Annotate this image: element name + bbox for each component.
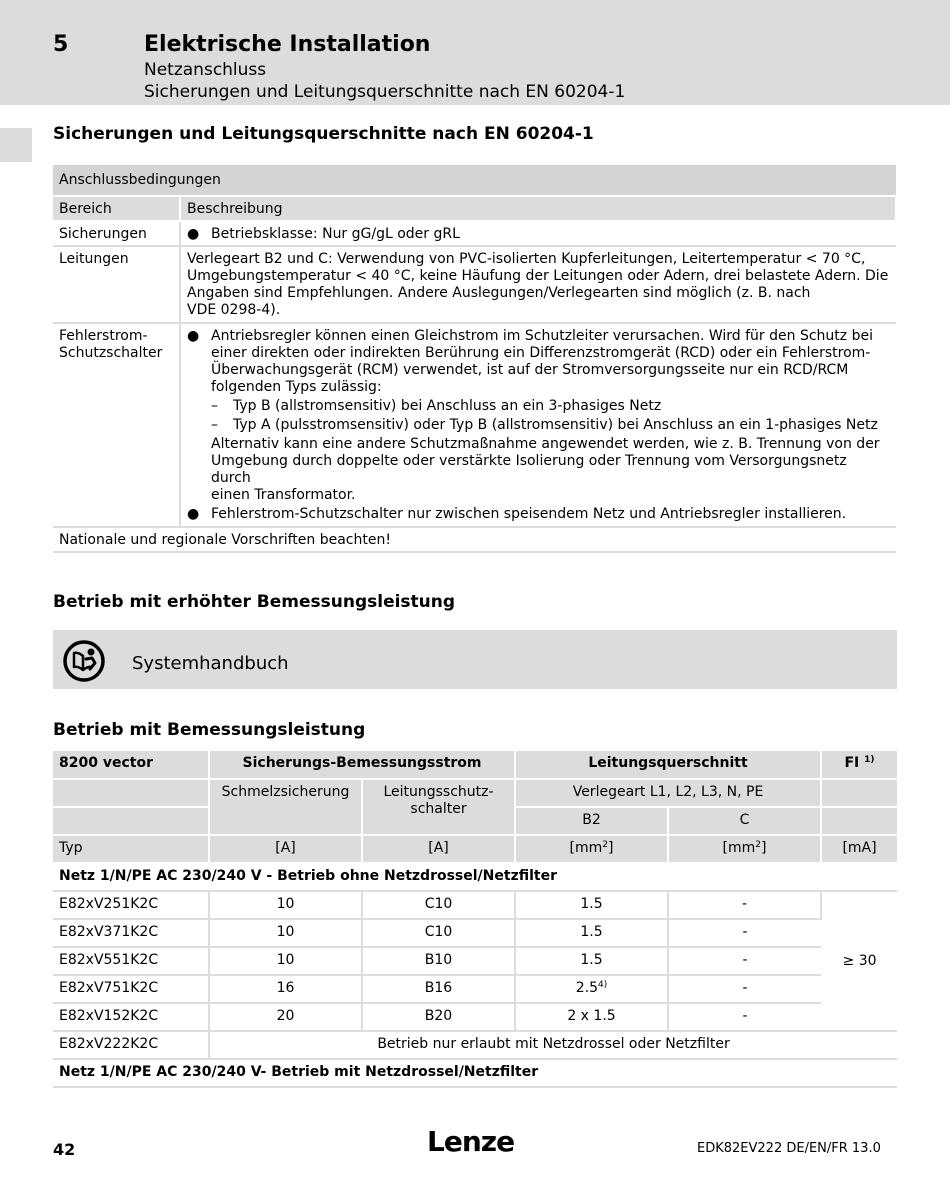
- table-row: [53, 891, 897, 919]
- column-header: Verlegeart L1, L2, L3, N, PE: [515, 779, 821, 807]
- text-line: Alternativ kann eine andere Schutzmaßnahme angewendet werden, wie z. B. Trennung von der: [211, 436, 880, 452]
- cell-type: E82xV222K2C: [53, 1031, 209, 1059]
- unit-cell: [515, 835, 668, 863]
- text-line: Leitungsschutz-: [383, 784, 494, 800]
- row-description: [180, 323, 896, 527]
- cell-b2: 1.5: [515, 919, 668, 947]
- reference-box: [53, 630, 897, 689]
- chapter-subtitle: Sicherungen und Leitungsquerschnitte nach EN 60204-1: [144, 82, 626, 102]
- section-heading: Betrieb mit Bemessungsleistung: [53, 720, 366, 740]
- cell-breaker: B20: [362, 1003, 515, 1031]
- table-row: [53, 221, 896, 246]
- manual-reference-icon: [62, 639, 106, 683]
- dash-text: Typ A (pulsstromsensitiv) oder Typ B (allstromsensitiv) bei Anschluss an ein 1-phasiges Netz: [233, 417, 878, 433]
- table-title: Anschlussbedingungen: [53, 165, 896, 196]
- cell-b2: 1.5: [515, 891, 668, 919]
- superscript: 2: [602, 840, 609, 850]
- document-id: EDK82EV222 DE/EN/FR 13.0: [697, 1141, 881, 1156]
- text-line: Schutzschalter: [59, 345, 163, 361]
- table-row: [53, 1031, 897, 1059]
- table-row: [53, 947, 897, 975]
- cell-c: -: [668, 1003, 821, 1031]
- row-label: Sicherungen: [53, 221, 180, 246]
- cell-type: E82xV751K2C: [53, 975, 209, 1003]
- column-header: Beschreibung: [180, 196, 896, 221]
- header-cell: [53, 807, 209, 835]
- dash-icon: –: [211, 398, 218, 414]
- unit-cell: Typ: [53, 835, 209, 863]
- table-row: [53, 246, 896, 323]
- footnote-marker: 4): [598, 980, 608, 990]
- cell-b2: 1.5: [515, 947, 668, 975]
- header-cell: [53, 779, 209, 807]
- cell-b2: 2 x 1.5: [515, 1003, 668, 1031]
- cell-breaker: C10: [362, 919, 515, 947]
- cell-fuse: 16: [209, 975, 362, 1003]
- text-line: VDE 0298-4).: [187, 302, 281, 318]
- cell-type: E82xV251K2C: [53, 891, 209, 919]
- text-line: Überwachungsgerät (RCM) verwendet, ist auf der Stromversorgungsseite nur ein RCD/RCM: [211, 362, 849, 378]
- text-line: schalter: [410, 801, 467, 817]
- column-header: Sicherungs-Bemessungsstrom: [209, 751, 515, 779]
- column-header: [362, 779, 515, 835]
- text-line: Angaben sind Empfehlungen. Andere Auslegungen/Verlegearten sind möglich (z. B. nach: [187, 285, 811, 301]
- text-line: einer direkten oder indirekten Berührung ein Differenzstromgerät (RCD) oder ein Fehlerstrom-: [211, 345, 871, 361]
- dash-icon: –: [211, 417, 218, 433]
- header-text: FI: [844, 755, 860, 771]
- cell-c: -: [668, 975, 821, 1003]
- reference-text: Systemhandbuch: [132, 653, 289, 674]
- table-row: [53, 323, 896, 527]
- text-line: einen Transformator.: [211, 487, 356, 503]
- unit-cell: [A]: [209, 835, 362, 863]
- text-line: folgenden Typs zulässig:: [211, 379, 382, 395]
- unit-text: [mm: [569, 840, 603, 856]
- cell-value: 2.5: [575, 980, 599, 996]
- column-header: Bereich: [53, 196, 180, 221]
- footer-note: Nationale und regionale Vorschriften beachten!: [53, 527, 896, 552]
- cell-type: E82xV371K2C: [53, 919, 209, 947]
- cell-c: -: [668, 919, 821, 947]
- chapter-subtitle: Netzanschluss: [144, 60, 267, 80]
- cell-fuse: 10: [209, 919, 362, 947]
- side-tab-marker: [0, 128, 32, 162]
- unit-text: ]: [761, 840, 767, 856]
- column-header: [821, 751, 897, 779]
- cell-fuse: 10: [209, 947, 362, 975]
- cell-b2: [515, 975, 668, 1003]
- connection-conditions-table: [53, 165, 897, 553]
- table-row: [53, 1003, 897, 1031]
- bullet-icon: ●: [187, 328, 200, 344]
- cell-note: Betrieb nur erlaubt mit Netzdrossel oder Netzfilter: [209, 1031, 897, 1059]
- page-number: 42: [53, 1140, 76, 1159]
- row-description: [180, 246, 896, 323]
- unit-text: [mm: [722, 840, 756, 856]
- column-header: C: [668, 807, 821, 835]
- bullet-icon: ●: [187, 506, 200, 522]
- cell-breaker: C10: [362, 891, 515, 919]
- superscript: 2: [755, 840, 762, 850]
- text-line: Verlegeart B2 und C: Verwendung von PVC-isolierten Kupferleitungen, Leitertemperatur < 70 °C,: [187, 251, 866, 267]
- cell-fi: ≥ 30: [821, 891, 897, 1031]
- cell-type: E82xV152K2C: [53, 1003, 209, 1031]
- bullet-text: Fehlerstrom-Schutzschalter nur zwischen speisendem Netz und Antriebsregler installieren.: [211, 506, 847, 522]
- column-header: B2: [515, 807, 668, 835]
- cell-breaker: B16: [362, 975, 515, 1003]
- section-row: Netz 1/N/PE AC 230/240 V - Betrieb ohne Netzdrossel/Netzfilter: [53, 863, 897, 891]
- row-label: [53, 323, 180, 527]
- section-row: Netz 1/N/PE AC 230/240 V- Betrieb mit Netzdrossel/Netzfilter: [53, 1059, 897, 1087]
- unit-cell: [668, 835, 821, 863]
- cell-fuse: 20: [209, 1003, 362, 1031]
- column-header: Leitungsquerschnitt: [515, 751, 821, 779]
- section-heading: Sicherungen und Leitungsquerschnitte nach EN 60204-1: [53, 124, 594, 144]
- header-cell: [821, 807, 897, 835]
- chapter-number: 5: [53, 32, 69, 57]
- row-description: [180, 221, 896, 246]
- header-cell: [821, 779, 897, 807]
- unit-cell: [mA]: [821, 835, 897, 863]
- cell-c: -: [668, 891, 821, 919]
- dash-text: Typ B (allstromsensitiv) bei Anschluss an ein 3-phasiges Netz: [233, 398, 662, 414]
- bullet-text: Betriebsklasse: Nur gG/gL oder gRL: [211, 226, 460, 242]
- chapter-title: Elektrische Installation: [144, 32, 431, 57]
- column-header: 8200 vector: [53, 751, 209, 779]
- bullet-icon: ●: [187, 226, 200, 242]
- unit-text: ]: [608, 840, 614, 856]
- text-line: Umgebung durch doppelte oder verstärkte Isolierung oder Trennung vom Versorgungsnetz durch: [211, 453, 847, 486]
- text-line: Fehlerstrom-: [59, 328, 148, 344]
- cell-breaker: B10: [362, 947, 515, 975]
- table-row: [53, 527, 896, 552]
- rated-power-table: [53, 751, 897, 1088]
- unit-cell: [A]: [362, 835, 515, 863]
- cell-c: -: [668, 947, 821, 975]
- table-row: [53, 919, 897, 947]
- footnote-marker: 1): [864, 755, 875, 765]
- section-heading: Betrieb mit erhöhter Bemessungsleistung: [53, 592, 456, 612]
- column-header: Schmelzsicherung: [209, 779, 362, 835]
- text-line: Antriebsregler können einen Gleichstrom im Schutzleiter verursachen. Wird für den Schutz bei: [211, 328, 873, 344]
- row-label: Leitungen: [53, 246, 180, 323]
- table-row: [53, 975, 897, 1003]
- brand-logo: Lenze: [427, 1125, 515, 1158]
- cell-fuse: 10: [209, 891, 362, 919]
- cell-type: E82xV551K2C: [53, 947, 209, 975]
- text-line: Umgebungstemperatur < 40 °C, keine Häufung der Leitungen oder Adern, drei belastete Adern. Die: [187, 268, 889, 284]
